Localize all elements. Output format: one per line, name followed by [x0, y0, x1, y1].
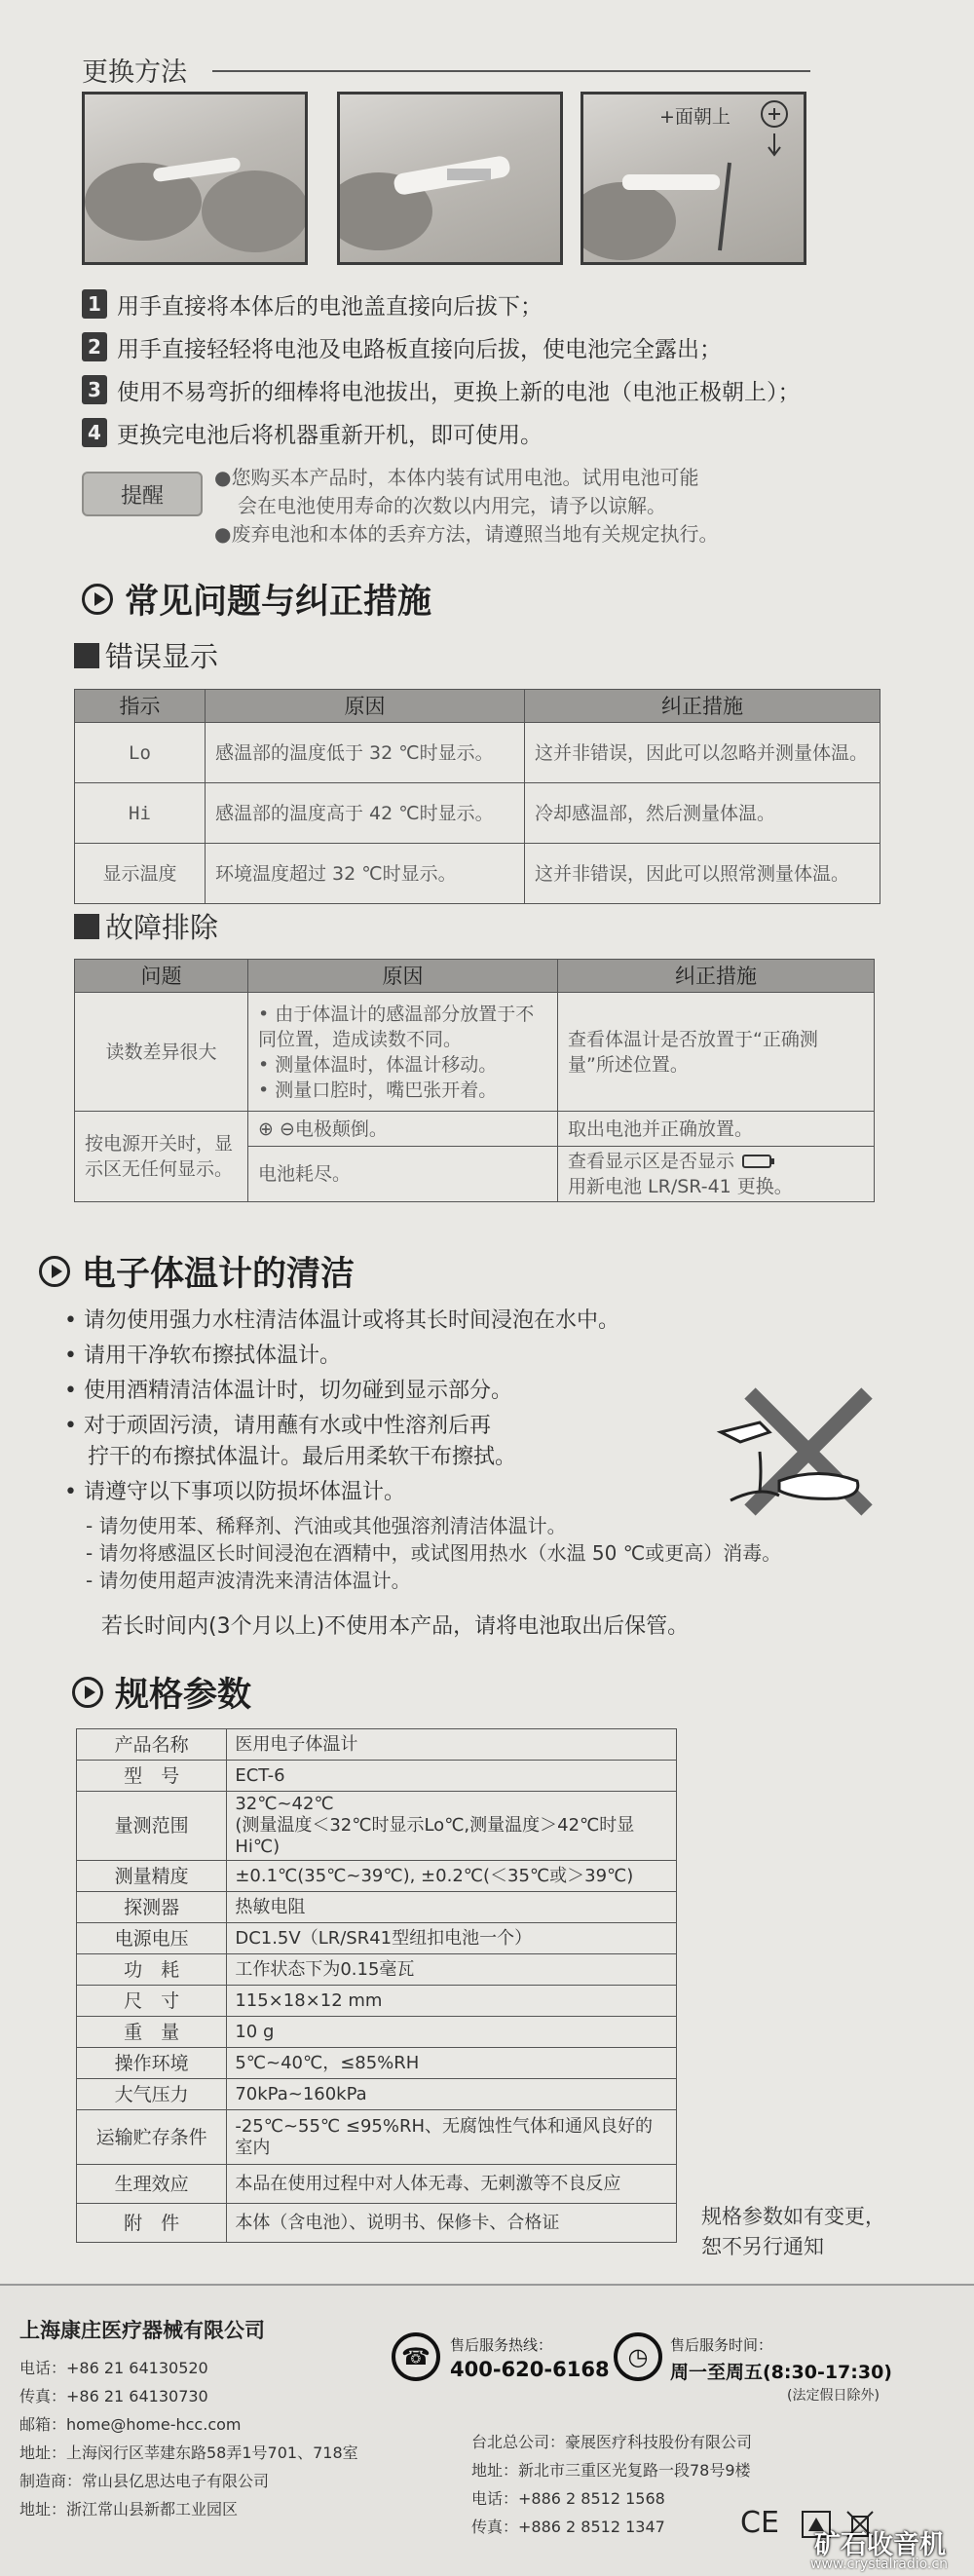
- cleaning-subitem: - 请勿将感温区长时间浸泡在酒精中，或试图用热水（水温 50 ℃或更高）消毒。: [86, 1541, 782, 1565]
- section-title-cleaning: [39, 1247, 355, 1296]
- spec-value: 本体（含电池）、说明书、保修卡、合格证: [227, 2204, 677, 2243]
- spec-row: [77, 1986, 677, 2017]
- step-number: 1: [82, 289, 107, 319]
- photo-pull-board: [337, 92, 563, 265]
- company-name: 上海康庄医疗器械有限公司: [19, 2319, 265, 2342]
- subsection-title-error: [74, 635, 218, 675]
- problem-cell: 读数差异很大: [75, 993, 248, 1112]
- cause-cell: 感温部的温度高于 42 ℃时显示。: [206, 783, 525, 844]
- indicator-hi: Hi: [75, 783, 206, 844]
- spec-key: 量测范围: [77, 1792, 227, 1861]
- service-hours: 周一至周五(8:30-17:30): [670, 2362, 892, 2383]
- note-line: ●废弃电池和本体的丢弃方法，请遵照当地有关规定执行。: [214, 522, 719, 546]
- spec-value: 115×18×12 mm: [227, 1986, 677, 2017]
- square-bullet-icon: [74, 643, 99, 668]
- cause-cell: 环境温度超过 32 ℃时显示。: [206, 844, 525, 904]
- title-rule: [212, 70, 810, 72]
- company-contact: [19, 2354, 358, 2523]
- spec-row: [77, 1792, 677, 1861]
- cleaning-item: • 请遵守以下事项以防损坏体温计。: [64, 1480, 405, 1504]
- step-4: [82, 411, 801, 454]
- cause-cell: 感温部的温度低于 32 ℃时显示。: [206, 723, 525, 783]
- contact-line: 传真：+86 21 64130730: [19, 2387, 208, 2406]
- low-battery-icon: [742, 1154, 775, 1169]
- section-title-faq: [82, 575, 431, 624]
- specs-title: 规格参数: [115, 1676, 252, 1715]
- trouble-title: 故障排除: [105, 911, 219, 944]
- play-circle-icon: [72, 1677, 103, 1708]
- spec-key: 产品名称: [77, 1729, 227, 1761]
- table-row: [75, 783, 880, 844]
- spec-key: 测量精度: [77, 1861, 227, 1892]
- spec-row: [77, 2048, 677, 2079]
- spec-row: [77, 1861, 677, 1892]
- error-title: 错误显示: [105, 640, 219, 673]
- spec-value: 32℃~42℃ (测量温度＜32℃时显示Lo℃,测量温度＞42℃时显Hi℃): [227, 1792, 677, 1861]
- hours-label: 售后服务时间：: [670, 2336, 773, 2354]
- cleaning-item: • 请勿使用强力水柱清洁体温计或将其长时间浸泡在水中。: [64, 1308, 619, 1333]
- note-line: ●您购买本产品时，本体内装有试用电池。试用电池可能: [214, 466, 699, 489]
- table-row: [75, 993, 875, 1112]
- spec-value: ECT-6: [227, 1761, 677, 1792]
- step-number: 2: [82, 332, 107, 361]
- cleaning-item: • 使用酒精清洁体温计时，切勿碰到显示部分。: [64, 1379, 512, 1403]
- spec-value: ±0.1℃(35℃~39℃), ±0.2℃(＜35℃或＞39℃): [227, 1861, 677, 1892]
- fix-cell: 取出电池并正确放置。: [558, 1112, 875, 1147]
- cause-item: • 测量体温时，体温计移动。: [258, 1053, 498, 1076]
- spec-key: 功 耗: [77, 1954, 227, 1986]
- step-text: 用手直接轻轻将电池及电路板直接向后拔，使电池完全露出；: [117, 336, 722, 362]
- spec-row: [77, 2079, 677, 2110]
- table-header-row: [75, 960, 875, 993]
- spec-row: [77, 2204, 677, 2243]
- spec-value: DC1.5V（LR/SR41型纽扣电池一个）: [227, 1923, 677, 1954]
- section-title-specs: [72, 1668, 251, 1717]
- cleaning-list: [64, 1306, 766, 1508]
- spec-row: [77, 2110, 677, 2165]
- spec-value: 70kPa~160kPa: [227, 2079, 677, 2110]
- taipei-line: 台北总公司：豪展医疗科技股份有限公司: [471, 2433, 753, 2451]
- spec-row: [77, 1954, 677, 1986]
- play-circle-icon: [39, 1256, 70, 1287]
- phone-icon: ☎: [392, 2332, 440, 2381]
- error-table: [74, 689, 880, 904]
- indicator-lo: Lo: [75, 723, 206, 783]
- specs-table: [76, 1728, 677, 2243]
- header-problem: 问题: [75, 960, 248, 993]
- footer: [0, 2284, 974, 2576]
- spec-row: [77, 1892, 677, 1923]
- table-row: [75, 844, 880, 904]
- spec-key: 运输贮存条件: [77, 2110, 227, 2165]
- remind-badge: 提醒: [82, 472, 203, 516]
- contact-line: 制造商：常山县亿思达电子有限公司: [19, 2472, 270, 2490]
- taipei-line: 电话：+886 2 8512 1568: [471, 2489, 665, 2508]
- note-line: 恕不另行通知: [701, 2235, 824, 2258]
- footer-divider: [0, 2284, 974, 2286]
- cause-cell: ⊕ ⊖电极颠倒。: [248, 1112, 558, 1147]
- fix-cell: 冷却感温部，然后测量体温。: [525, 783, 880, 844]
- watermark-url: www.crystalradio.cn: [810, 2557, 948, 2572]
- photo-replace-battery: [581, 92, 806, 265]
- fix-cell: [558, 1147, 875, 1202]
- spec-key: 操作环境: [77, 2048, 227, 2079]
- cause-cell: 电池耗尽。: [248, 1147, 558, 1202]
- specs-change-note: [701, 2202, 885, 2262]
- spec-value: 10 g: [227, 2017, 677, 2048]
- step-text: 更换完电池后将机器重新开机，即可使用。: [117, 422, 543, 448]
- spec-value: 热敏电阻: [227, 1892, 677, 1923]
- remind-notes: [214, 464, 718, 549]
- photo-remove-cover: [82, 92, 308, 265]
- spec-value: 5℃~40℃，≤85%RH: [227, 2048, 677, 2079]
- spec-row: [77, 1761, 677, 1792]
- cleaning-subitem: - 请勿使用苯、稀释剂、汽油或其他强溶剂清洁体温计。: [86, 1514, 567, 1537]
- header-indicator: 指示: [75, 690, 206, 723]
- step-number: 4: [82, 418, 107, 447]
- contact-line: 邮箱：home@home-hcc.com: [19, 2415, 242, 2434]
- taipei-line: 传真：+886 2 8512 1347: [471, 2518, 665, 2536]
- header-cause: 原因: [248, 960, 558, 993]
- step-text: 使用不易弯折的细棒将电池拔出，更换上新的电池（电池正极朝上）；: [117, 379, 801, 405]
- fix-cell: 查看体温计是否放置于“正确测量”所述位置。: [558, 993, 875, 1112]
- note-line: 会在电池使用寿命的次数以内用完，请予以谅解。: [238, 494, 666, 517]
- no-washing-icon: [701, 1374, 896, 1530]
- spec-key: 探测器: [77, 1892, 227, 1923]
- step-3: [82, 368, 801, 411]
- spec-key: 重 量: [77, 2017, 227, 2048]
- table-row: [75, 1112, 875, 1147]
- spec-value: 工作状态下为0.15毫瓦: [227, 1954, 677, 1986]
- problem-cell: 按电源开关时，显示区无任何显示。: [75, 1112, 248, 1202]
- step-2: [82, 325, 801, 368]
- hotline-label: 售后服务热线：: [450, 2336, 553, 2354]
- taipei-line: 地址：新北市三重区光复路一段78号9楼: [471, 2461, 751, 2480]
- header-fix: 纠正措施: [558, 960, 875, 993]
- spec-key: 大气压力: [77, 2079, 227, 2110]
- spec-row: [77, 1923, 677, 1954]
- clock-icon: ◷: [614, 2332, 662, 2381]
- spec-key: 尺 寸: [77, 1986, 227, 2017]
- spec-row: [77, 1729, 677, 1761]
- cause-list: [248, 993, 558, 1112]
- plus-side-up-label: +面朝上: [659, 106, 730, 128]
- cleaning-subitem: - 请勿使用超声波清洗来清洁体温计。: [86, 1569, 411, 1592]
- cleaning-item: • 请用干净软布擦拭体温计。: [64, 1344, 341, 1368]
- cleaning-item: • 对于顽固污渍，请用蘸有水或中性溶剂后再: [64, 1414, 491, 1438]
- spec-key: 生理效应: [77, 2165, 227, 2204]
- step-number: 3: [82, 375, 107, 404]
- hotline-number: 400-620-6168: [450, 2358, 610, 2381]
- note-line: 规格参数如有变更，: [701, 2205, 885, 2228]
- faq-title: 常见问题与纠正措施: [125, 583, 432, 622]
- fix-text: 用新电池 LR/SR-41 更换。: [568, 1176, 793, 1197]
- contact-line: 地址：浙江常山县新都工业园区: [19, 2500, 239, 2519]
- square-bullet-icon: [74, 914, 99, 939]
- spec-key: 型 号: [77, 1761, 227, 1792]
- header-fix: 纠正措施: [525, 690, 880, 723]
- taipei-office: [471, 2428, 752, 2541]
- cause-item: • 由于体温计的感温部分放置于不同位置，造成读数不同。: [258, 1003, 535, 1050]
- fix-cell: 这并非错误，因此可以忽略并测量体温。: [525, 723, 880, 783]
- fix-text: 查看显示区是否显示: [568, 1151, 735, 1172]
- step-text: 用手直接将本体后的电池盖直接向后拔下；: [117, 293, 543, 320]
- spec-key: 附 件: [77, 2204, 227, 2243]
- step-1: [82, 283, 801, 325]
- spec-row: [77, 2017, 677, 2048]
- spec-key: 电源电压: [77, 1923, 227, 1954]
- trouble-table: [74, 959, 875, 1202]
- hours-note: (法定假日除外): [787, 2388, 880, 2404]
- cause-item: • 测量口腔时，嘴巴张开着。: [258, 1079, 498, 1101]
- cleaning-item: 拧干的布擦拭体温计。最后用柔软干布擦拭。: [88, 1445, 517, 1469]
- spec-value: 医用电子体温计: [227, 1729, 677, 1761]
- fix-cell: 这并非错误，因此可以照常测量体温。: [525, 844, 880, 904]
- contact-line: 地址：上海闵行区莘建东路58弄1号701、718室: [19, 2443, 358, 2462]
- spec-value: 本品在使用过程中对人体无毒、无刺激等不良反应: [227, 2165, 677, 2204]
- subsection-title-trouble: [74, 906, 218, 946]
- storage-note: 若长时间内(3个月以上)不使用本产品，请将电池取出后保管。: [101, 1614, 690, 1639]
- watermark-text: 矿石收音机: [814, 2530, 946, 2560]
- section-title-replace: 更换方法: [82, 57, 187, 88]
- table-row: [75, 723, 880, 783]
- replace-steps: [82, 283, 801, 454]
- play-circle-icon: [82, 584, 113, 615]
- table-header-row: [75, 690, 880, 723]
- header-cause: 原因: [206, 690, 525, 723]
- cleaning-title: 电子体温计的清洁: [82, 1255, 356, 1294]
- spec-row: [77, 2165, 677, 2204]
- spec-value: -25℃~55℃ ≤95%RH、无腐蚀性气体和通风良好的室内: [227, 2110, 677, 2165]
- ce-mark: CE: [740, 2506, 779, 2540]
- contact-line: 电话：+86 21 64130520: [19, 2359, 208, 2377]
- indicator-temp: 显示温度: [75, 844, 206, 904]
